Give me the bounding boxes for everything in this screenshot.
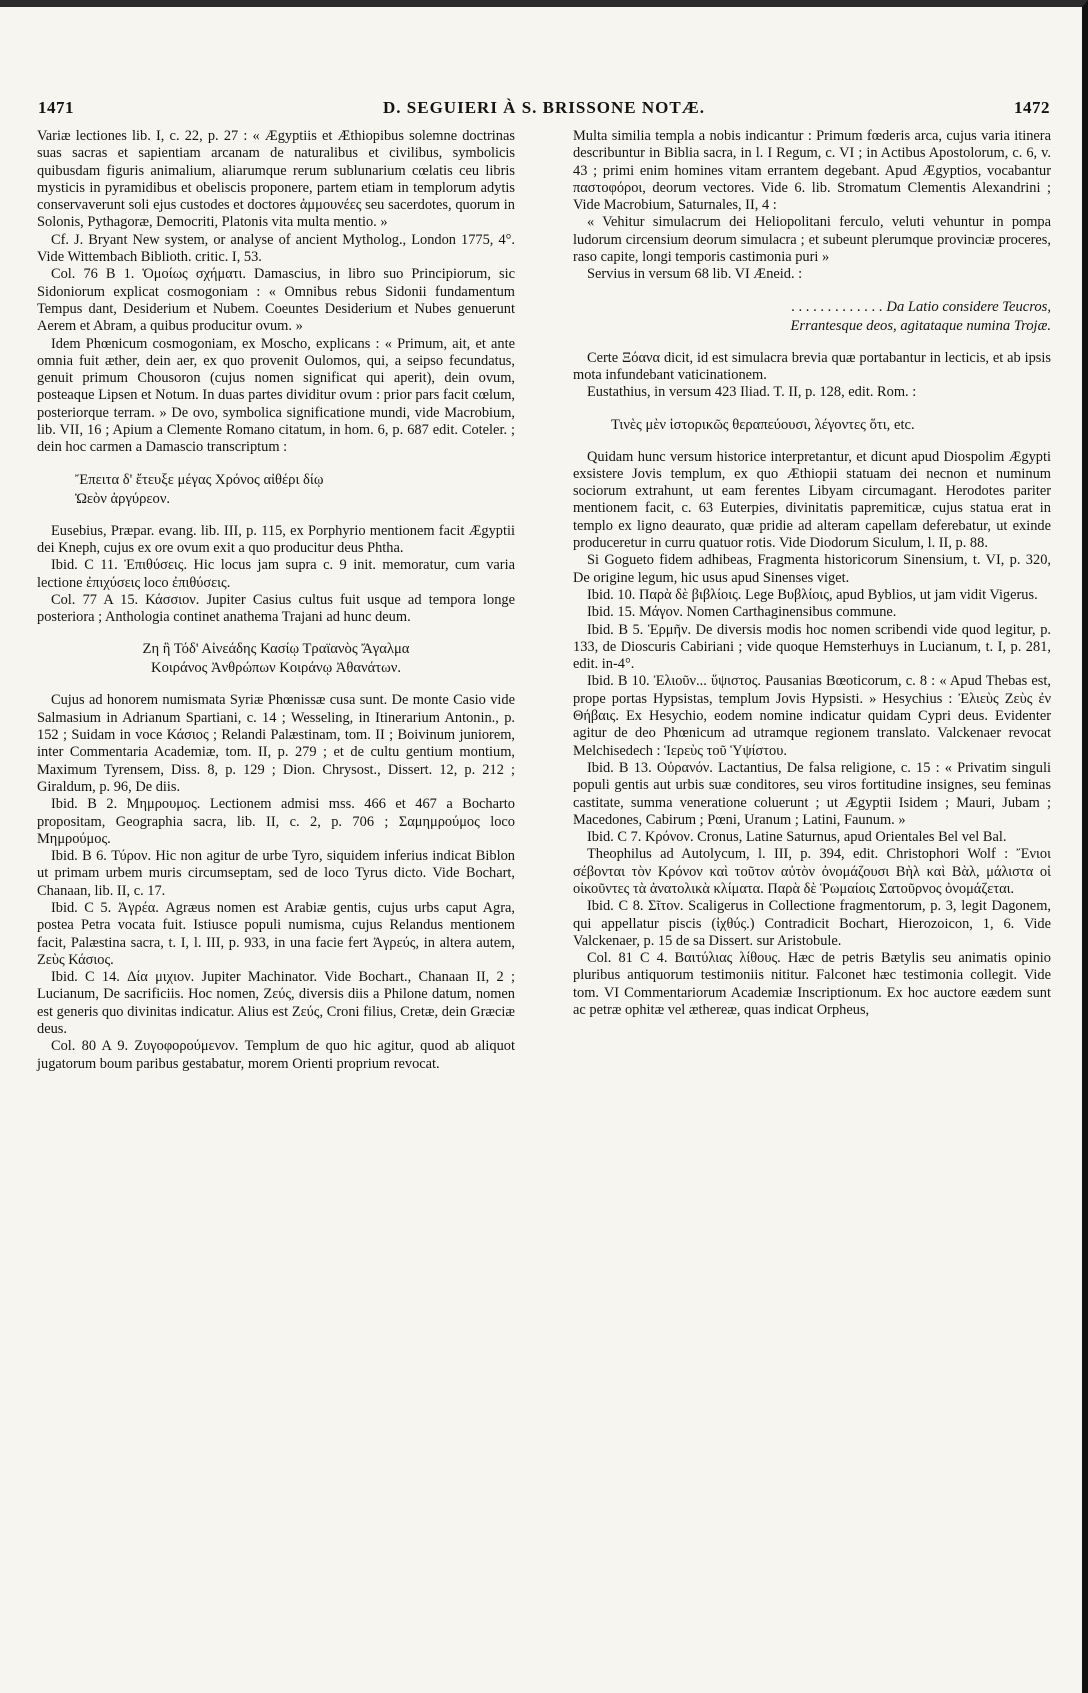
paragraph: Ibid. C 11. Ἐπιθύσεις. Hic locus jam supra c. 9 init. memoratur, cum varia lectione ἐπιχύσεις loco ἐπιθύσεις.: [37, 557, 515, 591]
paragraph: Ibid. B 5. Ἑρμῆν. De diversis modis hoc nomen scribendi vide quod legitur, p. 133, de Dioscuris Cabiriani ; vide quoque Hemsterhuys in Lucianum, t. I, p. 281, edit. in-4°.: [573, 621, 1051, 673]
verse-line: Ζη ἣ Τόδ' Αἰνεάδης Κασίῳ Τραϊανὸς Ἄγαλμα: [142, 641, 410, 658]
paragraph: Ibid. B 2. Μημρουμος. Lectionem admisi mss. 466 et 467 a Bocharto propositam, Geographia sacra, lib. II, c. 2, p. 706 ; Σαμημρούμος loco Μημρούμος.: [37, 796, 515, 847]
page-number-left: 1471: [38, 98, 74, 117]
greek-verse: [37, 471, 515, 509]
paragraph: Ibid. C 7. Κρόνον. Cronus, Latine Saturnus, apud Orientales Bel vel Bal.: [587, 829, 1007, 846]
left-column: [37, 128, 515, 1073]
verse-line: . . . . . . . . . . . . . Da Latio considere Teucros,: [791, 298, 1051, 315]
paragraph: Ibid. C 5. Ἀγρέα. Agræus nomen est Arabiæ gentis, cujus urbs caput Agra, postea Petra vocata fuit. Istiusce populi numisma, cujus Relandus mentionem facit, Palæstina sacra, t. I, l. III, p. 933, in una facie fert Ἀγρεύς, in altera autem, Ζεὺς Κάσιος.: [37, 899, 515, 968]
paragraph: Ibid. B 13. Οὐρανόν. Lactantius, De falsa religione, c. 15 : « Privatim singuli populi gentis aut urbis suæ conditores, seu viros fortitudine insignes, seu feminas castitate, summa veneratione coluerunt ; ut Ægyptii Isidem ; Mauri, Jubam ; Macedones, Cabirum ; Pœni, Uranum ; Latini, Faunum. »: [573, 759, 1051, 828]
paragraph: Theophilus ad Autolycum, l. III, p. 394, edit. Christophori Wolf : Ἔνιοι σέβονται τὸν Κρόνον καὶ τοῦτον αὐτὸν ὀνομάζουσι Βὴλ καὶ Βὰλ, μάλιστα οἱ οἰκοῦντες τὰ ἀνατολικὰ κλίματα. Παρὰ δὲ Ῥωμαίοις Σατοῦρνος ὀνομάζεται.: [573, 846, 1051, 897]
paragraph: « Vehitur simulacrum dei Heliopolitani ferculo, veluti vehuntur in pompa ludorum circensium deorum simulacra ; et subeunt plerumque provinciæ proceres, raso capite, longi temporis castimonia puri »: [573, 214, 1051, 266]
paragraph: Col. 80 A 9. Ζυγοφορούμενον. Templum de quo hic agitur, quod ab aliquot jugatorum boum paribus gestabatur, morem Orienti proprium revocat.: [37, 1038, 515, 1072]
paragraph: Idem Phœnicum cosmogoniam, ex Moscho, explicans : « Primum, ait, et ante omnia fuit æther, dein aer, ex quo provenit Oulomos, qui, a seipso fecundatus, genuit primum Chousoron (cujus nomen significat qui aperit), dein ovum, posteaque Lipsen et Notum. In duas partes dividitur ovum : prior pars facit cœlum, posteriorque terram. » De ovo, symbolica significatione mundi, vide Macrobium, lib. VII, 16 ; Apium a Clemente Romano citatum, in hom. 6, p. 687 edit. Coteler. ; dein hoc carmen a Damascio transcriptum :: [37, 335, 515, 456]
running-header: [38, 98, 1050, 122]
paragraph: Si Gogueto fidem adhibeas, Fragmenta historicorum Sinensium, t. VI, p. 320, De origine legum, hic usus apud Sinenses viget.: [573, 552, 1051, 586]
paragraph: Ibid. 10. Παρὰ δὲ βιβλίοις. Lege Βυβλίοις, apud Byblios, ut jam vidit Vigerus.: [587, 586, 1038, 603]
verse-line: Τινὲς μὲν ἱστορικῶς θεραπεύουσι, λέγοντες ὅτι, etc.: [611, 416, 915, 433]
paragraph: Multa similia templa a nobis indicantur : Primum fœderis arca, cujus varia itinera describuntur in Biblia sacra, in l. I Regum, c. VI ; in Actibus Apostolorum, c. 6, v. 43 ; primi enim homines vitam errantem degebant. Apud Ægyptios, vocabantur παστοφόροι, deorum vectores. Vide 6. lib. Stromatum Clementis Alexandrini ; Vide Macrobium, Saturnales, II, 4 :: [573, 128, 1051, 214]
paragraph: Eustathius, in versum 423 Iliad. T. II, p. 128, edit. Rom. :: [587, 384, 917, 401]
paragraph: Ibid. C 14. Δία μιχιον. Jupiter Machinator. Vide Bochart., Chanaan II, 2 ; Lucianum, De sacrificiis. Hoc nomen, Ζεύς, diversis diis a Philone datum, nomen est generis quo divinitas indicatur. Alius est Ζεύς, Croni filius, Cretæ, dein Græciæ deus.: [37, 969, 515, 1038]
paragraph: Ibid. 15. Μάγον. Nomen Carthaginensibus commune.: [587, 604, 897, 621]
verse-line: Errantesque deos, agitataque numina Trojæ.: [790, 317, 1051, 334]
paragraph: Cf. J. Bryant New system, or analyse of ancient Mytholog., London 1775, 4°. Vide Wittembach Biblioth. critic. I, 53.: [37, 231, 515, 266]
verse-line: Ὠεὸν ἀργύρεον.: [75, 490, 171, 507]
page-number-right: 1472: [1014, 98, 1050, 117]
paragraph: Servius in versum 68 lib. VI Æneid. :: [587, 266, 803, 283]
paragraph: Eusebius, Præpar. evang. lib. III, p. 115, ex Porphyrio mentionem facit Ægyptii dei Kneph, cujus ex ore ovum exit a quo producitur deus Phtha.: [37, 522, 515, 556]
latin-verse: [573, 298, 1051, 336]
paragraph: Col. 77 A 15. Κάσσιον. Jupiter Casius cultus fuit usque ad tempora longe posteriora ; Anthologia continet anathema Trajani ad hunc deum.: [37, 591, 515, 626]
verse-line: Κοιράνος Ἀνθρώπων Κοιράνῳ Ἀθανάτων.: [151, 660, 401, 677]
paragraph: Quidam hunc versum historice interpretantur, et dicunt apud Diospolim Ægypti exsistere Jovis templum, ex quo Æthiopii statuam dei necnon et numinum sociorum extrahunt, ut eam ferentes Libyam circumagant. Herodotes pariter mentionem facit, c. 63 Euterpies, divinitatis papremiticæ, cujus statua erat in templo ex ligno deaurato, quæ pridie ad alteram capellam deferebatur, ut exinde produceretur in curru quatuor rotis. Vide Diodorum Siculum, l. II, p. 88.: [573, 448, 1051, 552]
paragraph: Col. 81 C 4. Βαιτύλιας λίθους. Hæc de petris Bætylis seu animatis opinio pluribus antiquorum testimoniis nititur. Falconet hæc testimonia collegit. Vide tom. VI Commentariorum Academiæ Inscriptionum. Ex hoc auctore eædem sunt ac petræ ophitæ vel æthereæ, quas indicat Orpheus,: [573, 950, 1051, 1019]
greek-verse: [573, 416, 1051, 435]
paragraph: Certe Ξόανα dicit, id est simulacra brevia quæ portabantur in lecticis, et ab ipsis mota infundebant vaticinationem.: [573, 349, 1051, 383]
paragraph: Ibid. B 10. Ἐλιοῦν... ὕψιστος. Pausanias Bœoticorum, c. 8 : « Apud Thebas est, prope portas Hypsistas, templum Jovis Hypsisti. » Hesychius : Ἐλιεὺς Ζεὺς ἐν Θήβαις. Ex Hesychio, eodem nomine indicatur quidam Cypri deus. Evidenter agitur de deo Phœnicum ad utramque regionem translato. Valckenaer revocat Melchisedech : Ἱερεὺς τοῦ Ὑψίστου.: [573, 673, 1051, 759]
greek-inscription: [37, 640, 515, 678]
right-column: [573, 128, 1051, 1019]
paragraph: Col. 76 B 1. Ὁμοίως σχήματι. Damascius, in libro suo Principiorum, sic Sidoniorum explicat cosmogoniam : « Omnibus rebus Sidonii fundamentum Tempus dant, Desiderium et Nubem. Coeuntes Desiderium et Nubes genuerunt Aerem et Abram, a quibus producitur ovum. »: [37, 266, 515, 335]
paragraph: Variæ lectiones lib. I, c. 22, p. 27 : « Ægyptiis et Æthiopibus solemne doctrinas suas sacras et sapientiam arcanam de naturalibus et civilibus, symbolicis quibusdam figuris animalium, aliarumque rerum sublunarium cœlatis ceu libris mysticis in pyramidibus et obeliscis proponere, partem etiam in templorum adytis conservaverunt soli ejus custodes et doctores ἀμμουνέες seu sacerdotes, quorum in Solonis, Pythagoræ, Democriti, Platonis vita multa mentio. »: [37, 128, 515, 231]
paragraph: Ibid. C 8. Σῖτον. Scaligerus in Collectione fragmentorum, p. 3, legit Dagonem, qui appellatur piscis (ἰχθύς.) Contradicit Bochart, Hierozoicon, 1, 6. Vide Valckenaer, p. 15 de sa Dissert. sur Aristobule.: [573, 898, 1051, 949]
paragraph: Cujus ad honorem numismata Syriæ Phœnissæ cusa sunt. De monte Casio vide Salmasium in Adrianum Spartiani, c. 14 ; Wesseling, in Itinerarium Antonin., p. 152 ; Suidam in voce Κάσιος ; Relandi Palæstinam, tom. II ; Boivinum juniorem, inter Commentaria Academiæ, tom. II, p. 279 ; et de cultu gentium montium, Maximum Tyrensem, Diss. 8, p. 129 ; Dion. Chrysost., Dissert. 12, p. 212 ; Giraldum, p. 96, De diis.: [37, 692, 515, 795]
verse-line: Ἔπειτα δ' ἔτευξε μέγας Χρόνος αἰθέρι δίῳ: [75, 471, 324, 488]
paragraph: Ibid. B 6. Τύρον. Hic non agitur de urbe Tyro, siquidem inferius indicat Biblon ut primam urbem muris circumseptam, sed de loco Tyrus dicto. Vide Bochart, Chanaan, lib. II, c. 17.: [37, 848, 515, 899]
running-title: D. SEGUIERI À S. BRISSONE NOTÆ.: [383, 98, 705, 117]
